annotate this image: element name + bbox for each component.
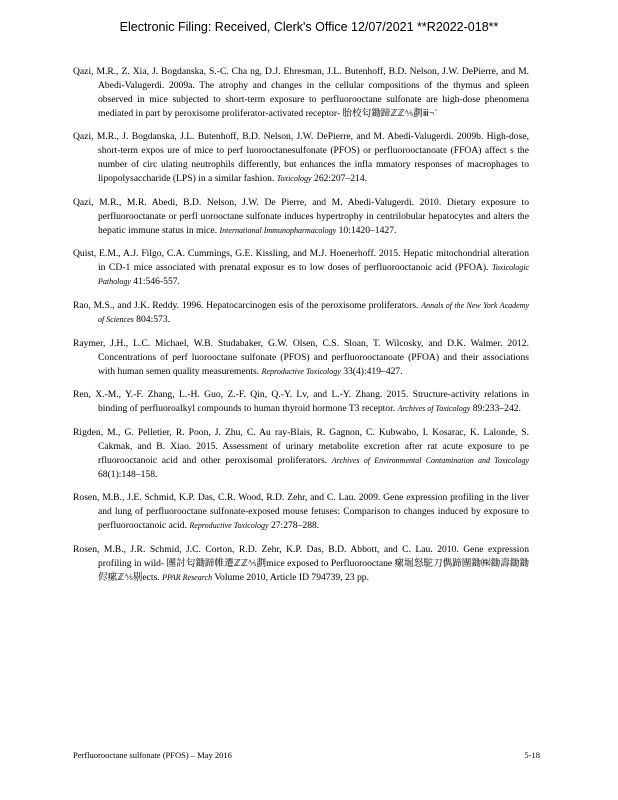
reference-text: Qazi, M.R., Z. Xia, J. Bogdanska, S.-C. Cha ng, D.J. Ehresman, J.L. Butenhoff, B.D. Nelson, J.W. DePierre, and M. Abedi-Valugerdi. 2009a. The atrophy and changes in the cellular compositions of the thymus and spleen observed in mice subjected to short-term exposure to perfluorooctane sulfonate are high-dose phenomena mediated in part by peroxisome proliferator-activated receptor- 胎校匂鋤蹄ℤℤ⅍劃ⅲ¬` (73, 65, 529, 119)
reference-journal: Toxicologic Pathology (98, 263, 529, 287)
reference-journal: International Immunopharmacology (219, 225, 337, 235)
reference-entry (73, 130, 529, 186)
reference-text: Rao, M.S., and J.K. Reddy. 1996. Hepatocarcinogen esis of the peroxisome proliferators. (73, 299, 419, 311)
reference-journal: Reproductive Toxicology (261, 366, 341, 376)
reference-entry (73, 65, 529, 121)
reference-citation: 89:233–242. (472, 403, 521, 415)
page-number: 5-18 (524, 750, 540, 760)
filing-header: Electronic Filing: Received, Clerk's Office 12/07/2021 **R2022-018** (119, 20, 499, 34)
reference-entry (73, 543, 529, 585)
reference-text: Rigden, M., G. Pelletier, R. Poon, J. Zhu, C. Au ray-Blais, R. Gagnon, C. Kubwabo, I. Kosarac, K. Lalonde, S. Cakmak, and B. Xiao. 2015. Assessment of urinary metabolite excretion after rat acute exposure to pe rfluorooctanoic acid and other peroxisomal proliferators. (73, 426, 529, 466)
reference-entry (73, 337, 529, 379)
reference-citation: 262:207–214. (314, 173, 368, 185)
reference-citation: 10:1420–1427. (338, 224, 397, 236)
footer-document-title: Perfluorooctane sulfonate (PFOS) – May 2016 (73, 750, 232, 760)
reference-entry (73, 426, 529, 482)
reference-text: Ren, X.-M., Y.-F. Zhang, L.-H. Guo, Z.-F. Qin, Q.-Y. Lv, and L.-Y. Zhang. 2015. Structure-activity relations in binding of perfluoroalkyl compounds to human thyroid hormone T3 receptor. (73, 389, 529, 415)
reference-entry (73, 196, 529, 238)
reference-journal: Archives of Toxicology (397, 404, 471, 414)
reference-text: Quist, E.M., A.J. Filgo, C.A. Cummings, G.E. Kissling, and M.J. Hoenerhoff. 2015. Hepatic mitochondrial alteration in CD-1 mice associated with prenatal exposur es to low doses of perfluorooctanoic acid (PFOA). (73, 248, 529, 274)
reference-entry (73, 388, 529, 416)
reference-citation: 41:546-557. (133, 276, 180, 288)
reference-journal: Reproductive Toxicology (189, 521, 269, 531)
reference-citation: 27:278–288. (270, 520, 320, 532)
reference-text: Qazi, M.R., J. Bogdanska, J.L. Butenhoff, B.D. Nelson, J.W. DePierre, and M. Abedi-Valugerdi. 2009b. High-dose, short-term expos ure of mice to perf luorooctanesulfonate (PFOS) or perfluorooctanoate (FFOA) affect s the number of circ ulating neutrophils differently, but enhances the infla mmatory responses of macrophages to lipopolysaccharide (LPS) in a similar fashion. (73, 131, 529, 185)
reference-journal: Archives of Environmental Contamination and Toxicology (331, 455, 529, 465)
reference-entry (73, 299, 529, 327)
reference-citation: 804:573. (136, 313, 171, 325)
reference-text: Qazi, M.R., M.R. Abedi, B.D. Nelson, J.W. De Pierre, and M. Abedi-Valugerdi. 2010. Dietary exposure to perfluorooctanate or perfl uorooctane sulfonate induces hypertrophy in centrilobular hepatocytes and alters the hepatic immune status in mice. (73, 196, 529, 236)
reference-text: Rosen, M.B., J.R. Schmid, J.C. Corton, R.D. Zehr, K.P. Das, B.D. Abbott, and C. Lau. 2010. Gene expression profiling in wild- 團討匂鋤蹄帷遷ℤℤ⅍劃mice exposed to Perfluorooctane 瘰堀怒駝刀儁蹄團鋤㈱鋤壽鋤鋤侭瘰ℤ⅍剔ects. (73, 543, 529, 583)
reference-text: Rosen, M.B., J.E. Schmid, K.P. Das, C.R. Wood, R.D. Zehr, and C. Lau. 2009. Gene expression profiling in the liver and lung of perfluorooctane sulfonate-exposed mouse fetuses: Comparison to changes induced by exposure to perfluorooctanoic acid. (73, 492, 529, 532)
reference-journal: PPAR Research (162, 572, 213, 582)
reference-journal: Annals of the New York Academy of Sciences (98, 300, 529, 324)
reference-text: Raymer, J.H., L.C. Michael, W.B. Studabaker, G.W. Olsen, C.S. Sloan, T. Wilcosky, and D.K. Walmer. 2012. Concentrations of perf luorooctane sulfonate (PFOS) and perfluorooctanoate (PFOA) and their associations with human semen quality measurements. (73, 337, 529, 377)
reference-citation: 33(4):419–427. (343, 365, 403, 377)
reference-citation: Volume 2010, Article ID 794739, 23 pp. (214, 571, 369, 583)
reference-entry (73, 491, 529, 533)
reference-entry (73, 247, 529, 289)
reference-journal: Toxicology (276, 174, 312, 184)
reference-list (73, 55, 529, 593)
reference-citation: 68(1):148–158. (98, 468, 158, 480)
